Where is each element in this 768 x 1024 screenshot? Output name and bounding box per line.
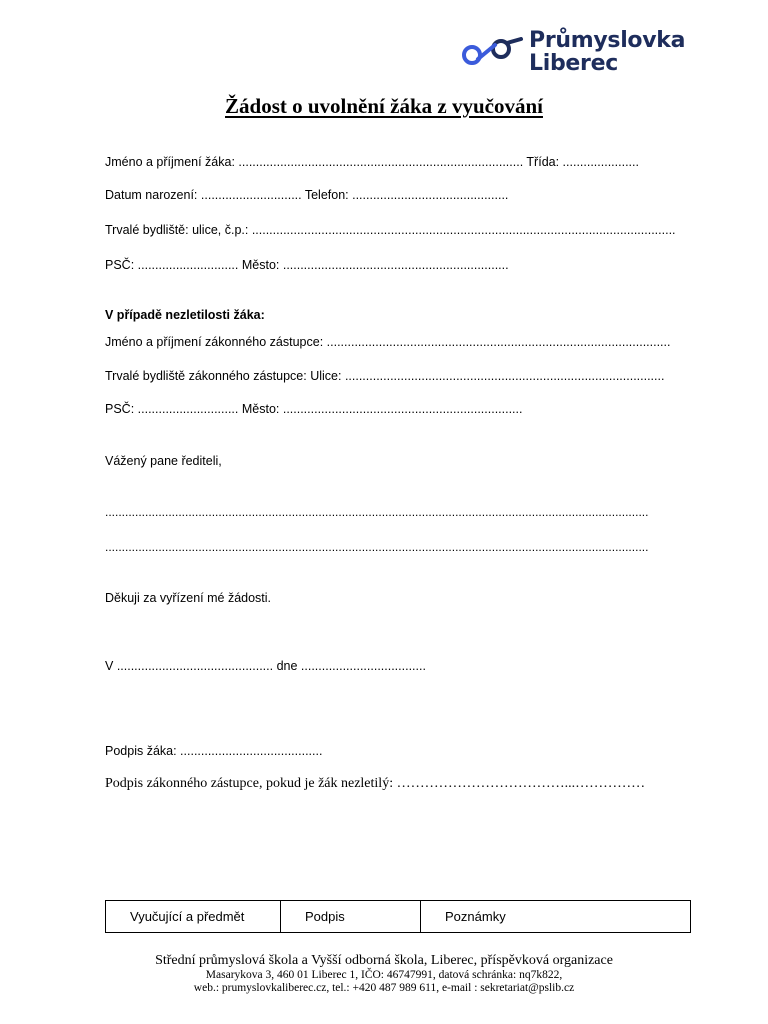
guardian-psc-city-row [105, 401, 522, 417]
student-address-field[interactable]: .......................................................................................................................... [248, 223, 676, 237]
place-label: V [105, 659, 114, 673]
guardian-name-field[interactable]: ................................................................................................... [323, 335, 671, 349]
guardian-address-label: Trvalé bydliště zákonného zástupce: Ulice: [105, 369, 342, 383]
class-label: Třída: [526, 155, 560, 169]
logo-line-1: Průmyslovka [529, 28, 686, 53]
guardian-address-field[interactable]: ............................................................................................ [341, 369, 665, 383]
thanks-text: Děkuji za vyřízení mé žádosti. [105, 591, 272, 605]
guardian-city-field[interactable]: ..................................................................... [279, 402, 523, 416]
phone-label: Telefon: [304, 188, 349, 202]
guardian-psc-field[interactable]: ............................. [134, 402, 242, 416]
guardian-section-heading: V případě nezletilosti žáka: [105, 308, 265, 322]
student-name-row [105, 154, 639, 170]
logo-line-2: Liberec [529, 51, 618, 76]
student-name-field[interactable]: .................................................................................. [234, 155, 527, 169]
place-field[interactable]: ............................................. [113, 659, 277, 673]
student-psc-field[interactable]: ............................. [134, 258, 242, 272]
table-row [106, 901, 691, 933]
guardian-psc-label: PSČ: [105, 402, 135, 416]
student-psc-label: PSČ: [105, 258, 135, 272]
place-date-row [105, 658, 426, 674]
guardian-name-row [105, 334, 670, 350]
phone-field[interactable]: ............................................. [348, 188, 509, 202]
student-signature-field[interactable]: ......................................... [176, 744, 323, 758]
salutation: Vážený pane řediteli, [105, 454, 222, 468]
guardian-signature-field[interactable]: ………………………………...…………… [393, 776, 646, 791]
document-title: Žádost o uvolnění žáka z vyučování [225, 94, 543, 118]
birth-phone-row [105, 187, 508, 203]
date-label: dne [276, 659, 298, 673]
infinity-link-logo-icon [461, 37, 527, 67]
guardian-signature-label: Podpis zákonného zástupce, pokud je žák nezletilý: [105, 776, 394, 791]
student-city-field[interactable]: ................................................................. [279, 258, 509, 272]
request-body-line-1[interactable]: ................................................................................................................................................................... [105, 505, 649, 519]
footer-contacts: web.: prumyslovkaliberec.cz, tel.: +420 487 989 611, e-mail : sekretariat@pslib.cz [193, 982, 575, 994]
student-city-label: Město: [241, 258, 280, 272]
student-name-label: Jméno a příjmení žáka: [105, 155, 235, 169]
class-field[interactable]: ...................... [559, 155, 639, 169]
table-header-signature: Podpis [281, 901, 421, 933]
guardian-signature-row [105, 776, 645, 792]
footer-address: Masarykova 3, 460 01 Liberec 1, IČO: 46747991, datová schránka: nq7k822, [205, 969, 563, 981]
birth-date-label: Datum narození: [105, 188, 198, 202]
student-signature-label: Podpis žáka: [105, 744, 177, 758]
student-address-row [105, 222, 676, 238]
birth-date-field[interactable]: ............................. [197, 188, 305, 202]
guardian-address-row [105, 368, 664, 384]
guardian-city-label: Město: [241, 402, 280, 416]
student-signature-row [105, 743, 322, 759]
student-psc-city-row [105, 257, 509, 273]
school-logo [461, 29, 701, 77]
logo-wordmark [529, 29, 685, 75]
footer-school-name: Střední průmyslová škola a Vyšší odborná škola, Liberec, příspěvková organizace [155, 953, 613, 968]
teacher-signature-table [105, 900, 691, 933]
table-header-notes: Poznámky [421, 901, 691, 933]
guardian-name-label: Jméno a příjmení zákonného zástupce: [105, 335, 324, 349]
table-header-teacher-subject: Vyučující a předmět [106, 901, 281, 933]
request-body-line-2[interactable]: ................................................................................................................................................................... [105, 540, 649, 554]
student-address-label: Trvalé bydliště: ulice, č.p.: [105, 223, 249, 237]
date-field[interactable]: .................................... [297, 659, 426, 673]
